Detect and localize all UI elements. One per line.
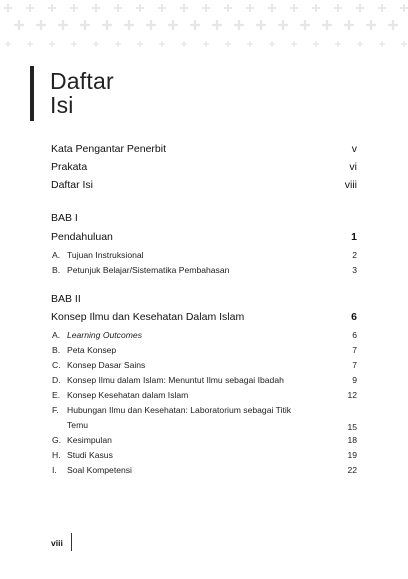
subentry-letter: B. xyxy=(52,265,61,275)
page-title-line-2: Isi xyxy=(50,92,74,118)
toc-subentry[interactable] xyxy=(51,390,357,400)
plus-shape xyxy=(205,4,207,12)
title-accent-bar xyxy=(30,66,34,121)
toc-entry-page: viii xyxy=(344,179,357,191)
subentry-letter: E. xyxy=(52,390,61,400)
plus-shape xyxy=(128,20,130,30)
plus-shape xyxy=(370,20,372,30)
plus-shape xyxy=(205,41,206,47)
subentry-label: Kesimpulan xyxy=(67,435,112,445)
page-number: viii xyxy=(51,538,63,548)
plus-shape xyxy=(227,4,229,12)
plus-shape xyxy=(106,20,108,30)
subentry-label: Studi Kasus xyxy=(67,450,113,460)
toc-subentry[interactable] xyxy=(51,265,357,275)
subentry-label: Tujuan Instruksional xyxy=(67,250,144,260)
subentry-label: Konsep Dasar Sains xyxy=(67,360,146,370)
toc-subentry-continuation[interactable] xyxy=(51,420,357,432)
plus-shape xyxy=(62,20,64,30)
plus-shape xyxy=(249,4,251,12)
subentry-letter: F. xyxy=(52,405,59,415)
plus-shape xyxy=(282,20,284,30)
subentry-page: 18 xyxy=(347,435,357,445)
chapter-title-label: Konsep Ilmu dan Kesehatan Dalam Islam xyxy=(51,311,245,323)
subentry-label: Hubungan Ilmu dan Kesehatan: Laboratorium sebagai Titik xyxy=(67,405,292,415)
plus-shape xyxy=(249,41,250,47)
chapter-heading xyxy=(51,293,357,305)
subentry-page: 22 xyxy=(347,465,357,475)
plus-shape xyxy=(381,41,382,47)
subentry-label: Learning Outcomes xyxy=(67,330,142,340)
plus-shape xyxy=(348,20,350,30)
plus-shape xyxy=(139,41,140,47)
toc-entry-label: Kata Pengantar Penerbit xyxy=(51,143,166,155)
plus-shape xyxy=(359,4,361,12)
plus-shape xyxy=(227,41,228,47)
subentry-letter: G. xyxy=(52,435,62,445)
plus-shape xyxy=(84,20,86,30)
plus-shape xyxy=(359,41,360,47)
toc-subentry[interactable] xyxy=(51,450,357,460)
subentry-page: 3 xyxy=(352,265,357,275)
plus-shape xyxy=(7,4,9,12)
toc-entry-label: Prakata xyxy=(51,161,88,173)
toc-entry-label: Daftar Isi xyxy=(51,179,94,191)
plus-shape xyxy=(381,4,383,12)
plus-shape xyxy=(95,4,97,12)
plus-shape xyxy=(326,20,328,30)
subentry-label: Konsep Ilmu dalam Islam: Menuntut Ilmu sebagai Ibadah xyxy=(67,375,284,385)
plus-shape xyxy=(337,4,339,12)
subentry-letter xyxy=(51,420,67,430)
plus-shape xyxy=(293,4,295,12)
subentry-page: 2 xyxy=(352,250,357,260)
chapter-heading xyxy=(51,212,357,224)
plus-shape xyxy=(260,20,262,30)
plus-shape xyxy=(403,41,404,47)
plus-shape xyxy=(7,41,8,47)
plus-shape xyxy=(403,4,405,12)
chapter-heading-label: BAB II xyxy=(51,293,81,305)
plus-shape xyxy=(183,41,184,47)
toc-entry-page: vi xyxy=(349,161,357,173)
toc-subentry[interactable] xyxy=(51,330,357,340)
toc-subentry[interactable] xyxy=(51,360,357,370)
subentry-label: Konsep Kesehatan dalam Islam xyxy=(67,390,189,400)
plus-shape xyxy=(315,41,316,47)
subentry-letter: A. xyxy=(52,330,61,340)
toc-entry[interactable] xyxy=(51,143,357,155)
chapter-heading-label: BAB I xyxy=(51,212,78,224)
chapter-title-page: 1 xyxy=(351,231,357,243)
plus-shape xyxy=(51,4,53,12)
subentry-letter: H. xyxy=(52,450,61,460)
plus-shape xyxy=(315,4,317,12)
plus-shape xyxy=(150,20,152,30)
chapter-title-entry[interactable] xyxy=(51,231,357,243)
plus-shape xyxy=(18,20,20,30)
plus-shape xyxy=(238,20,240,30)
subentry-label: Soal Kompetensi xyxy=(67,465,132,475)
plus-shape xyxy=(392,20,394,30)
plus-shape xyxy=(29,4,31,12)
toc-subentry[interactable] xyxy=(51,250,357,260)
plus-shape xyxy=(73,4,75,12)
decorative-plus-pattern xyxy=(0,0,408,60)
subentry-letter: B. xyxy=(52,345,61,355)
subentry-letter: C. xyxy=(52,360,61,370)
plus-shape xyxy=(271,4,273,12)
chapter-title-entry[interactable] xyxy=(51,311,357,323)
plus-shape xyxy=(139,4,141,12)
toc-subentry[interactable] xyxy=(51,345,357,355)
subentry-page: 9 xyxy=(352,375,357,385)
subentry-label: Petunjuk Belajar/Sistematika Pembahasan xyxy=(67,265,230,275)
plus-shape xyxy=(304,20,306,30)
toc-entry[interactable] xyxy=(51,161,357,173)
subentry-page: 7 xyxy=(352,345,357,355)
plus-shape xyxy=(216,20,218,30)
chapter-title-label: Pendahuluan xyxy=(51,231,113,243)
plus-shape xyxy=(161,4,163,12)
toc-entry-page: v xyxy=(351,143,357,155)
subentry-letter: I. xyxy=(52,465,57,475)
subentry-letter: D. xyxy=(52,375,61,385)
plus-shape xyxy=(73,41,74,47)
chapter-title-page: 6 xyxy=(351,311,357,323)
plus-shape xyxy=(95,41,96,47)
plus-shape xyxy=(51,41,52,47)
plus-shape xyxy=(194,20,196,30)
plus-shape xyxy=(293,41,294,47)
toc-subentry[interactable] xyxy=(51,375,357,385)
page-title-line-1: Daftar xyxy=(50,68,114,94)
toc-entry[interactable] xyxy=(51,179,357,191)
plus-shape xyxy=(161,41,162,47)
subentry-page: 15 xyxy=(347,422,357,432)
plus-shape xyxy=(40,20,42,30)
plus-shape xyxy=(117,41,118,47)
toc-subentry[interactable] xyxy=(51,435,357,445)
plus-shape xyxy=(29,41,30,47)
subentry-page: 12 xyxy=(347,390,357,400)
subentry-page: 7 xyxy=(352,360,357,370)
toc-subentry[interactable] xyxy=(51,405,357,415)
subentry-label: Peta Konsep xyxy=(67,345,117,355)
subentry-label: Temu xyxy=(67,420,89,430)
plus-shape xyxy=(271,41,272,47)
plus-shape xyxy=(337,41,338,47)
footer-divider xyxy=(71,533,72,551)
subentry-page: 6 xyxy=(352,330,357,340)
plus-shape xyxy=(117,4,119,12)
plus-shape xyxy=(183,4,185,12)
plus-shape xyxy=(172,20,174,30)
subentry-page: 19 xyxy=(347,450,357,460)
toc-subentry[interactable] xyxy=(51,465,357,475)
subentry-letter: A. xyxy=(52,250,61,260)
